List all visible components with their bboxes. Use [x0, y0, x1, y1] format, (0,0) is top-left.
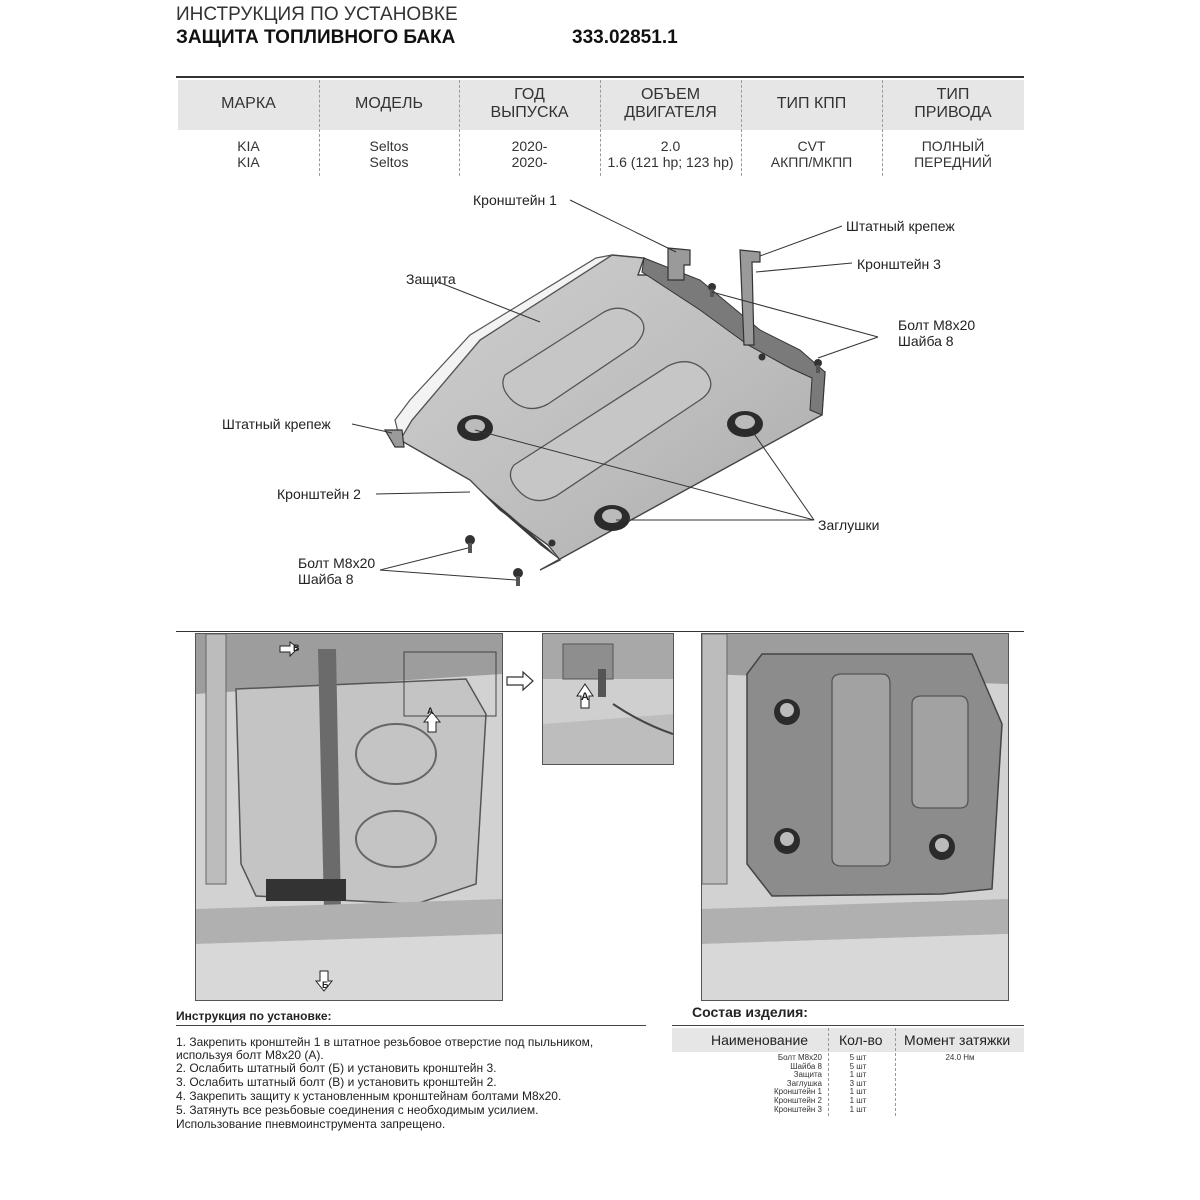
spec-cell-drive: ПОЛНЫЙ ПЕРЕДНИЙ — [914, 138, 992, 170]
composition-header-qty: Кол-во — [839, 1032, 883, 1048]
spec-cell-gearbox: CVT АКПП/МКПП — [770, 138, 853, 170]
fuel-tank-illustration — [196, 634, 502, 1000]
composition-col-divider — [895, 1028, 896, 1116]
spec-cell-year: 2020- 2020- — [511, 138, 548, 170]
composition-names: Болт M8x20 Шайба 8 Защита Заглушка Кронштейн 1 Кронштейн 2 Кронштейн 3 — [774, 1053, 822, 1114]
spec-cell-model: Seltos Seltos — [369, 138, 409, 170]
instruction-line: используя болт M8x20 (А). — [176, 1048, 324, 1062]
marker-a: A — [427, 706, 434, 716]
label-bracket-1: Кронштейн 1 — [473, 192, 557, 208]
label-bolt-bottom: Болт M8x20 Шайба 8 — [298, 555, 376, 587]
spec-header-engine: ОБЪЕМ ДВИГАТЕЛЯ — [624, 86, 717, 121]
composition-divider — [672, 1025, 1024, 1026]
spec-header-gearbox: ТИП КПП — [776, 95, 847, 112]
marker-a-detail: A — [581, 691, 589, 703]
composition-header-torque: Момент затяжки — [904, 1032, 1011, 1048]
composition-quantities: 5 шт 5 шт 1 шт 3 шт 1 шт 1 шт 1 шт — [849, 1053, 867, 1114]
spec-header-make: МАРКА — [221, 95, 276, 112]
exploded-diagram — [0, 180, 1200, 600]
composition-torque: 24.0 Нм — [945, 1053, 975, 1062]
instructions-divider — [176, 1025, 646, 1026]
section-divider — [176, 631, 1024, 632]
spec-cell-engine: 2.0 1.6 (121 hp; 123 hp) — [607, 138, 734, 170]
label-std-fastener-left: Штатный крепеж — [222, 416, 331, 432]
photo-fuel-tank — [195, 633, 503, 1001]
right-arrow-icon — [505, 670, 535, 692]
label-guard: Защита — [406, 271, 456, 287]
doc-title: ИНСТРУКЦИЯ ПО УСТАНОВКЕ — [176, 4, 458, 25]
installed-guard-illustration — [702, 634, 1008, 1000]
instructions-title: Инструкция по установке: — [176, 1009, 332, 1023]
label-std-fastener-top: Штатный крепеж — [846, 218, 955, 234]
instruction-line: 3. Ослабить штатный болт (В) и установить кронштейн 2. — [176, 1075, 497, 1089]
instruction-line: 5. Затянуть все резьбовые соединения с необходимым усилием. — [176, 1103, 539, 1117]
spec-header-model: МОДЕЛЬ — [355, 95, 423, 112]
spec-header-year: ГОД ВЫПУСКА — [490, 86, 569, 121]
marker-b2: Б — [322, 980, 329, 990]
header-divider — [176, 76, 1024, 78]
photo-detail-a — [542, 633, 674, 765]
instruction-line: 2. Ослабить штатный болт (Б) и установить кронштейн 3. — [176, 1061, 497, 1075]
instruction-line: 1. Закрепить кронштейн 1 в штатное резьбовое отверстие под пыльником, — [176, 1035, 594, 1049]
label-bracket-3: Кронштейн 3 — [857, 256, 941, 272]
doc-subtitle: ЗАЩИТА ТОПЛИВНОГО БАКА — [176, 27, 456, 48]
spec-cell-make: KIA KIA — [237, 138, 260, 170]
marker-b: B — [293, 643, 300, 653]
part-number: 333.02851.1 — [572, 27, 678, 48]
instruction-line: Использование пневмоинструмента запрещено. — [176, 1117, 446, 1131]
spec-header-drive: ТИП ПРИВОДА — [914, 86, 992, 121]
composition-header-name: Наименование — [711, 1032, 809, 1048]
composition-title: Состав изделия: — [692, 1004, 808, 1020]
composition-col-divider — [828, 1028, 829, 1116]
label-plugs: Заглушки — [818, 517, 880, 533]
label-bracket-2: Кронштейн 2 — [277, 486, 361, 502]
detail-a-illustration — [543, 634, 673, 764]
instruction-line: 4. Закрепить защиту к установленным кронштейнам болтами M8x20. — [176, 1089, 562, 1103]
label-bolt-right: Болт M8x20 Шайба 8 — [898, 317, 976, 349]
photo-installed-guard — [701, 633, 1009, 1001]
